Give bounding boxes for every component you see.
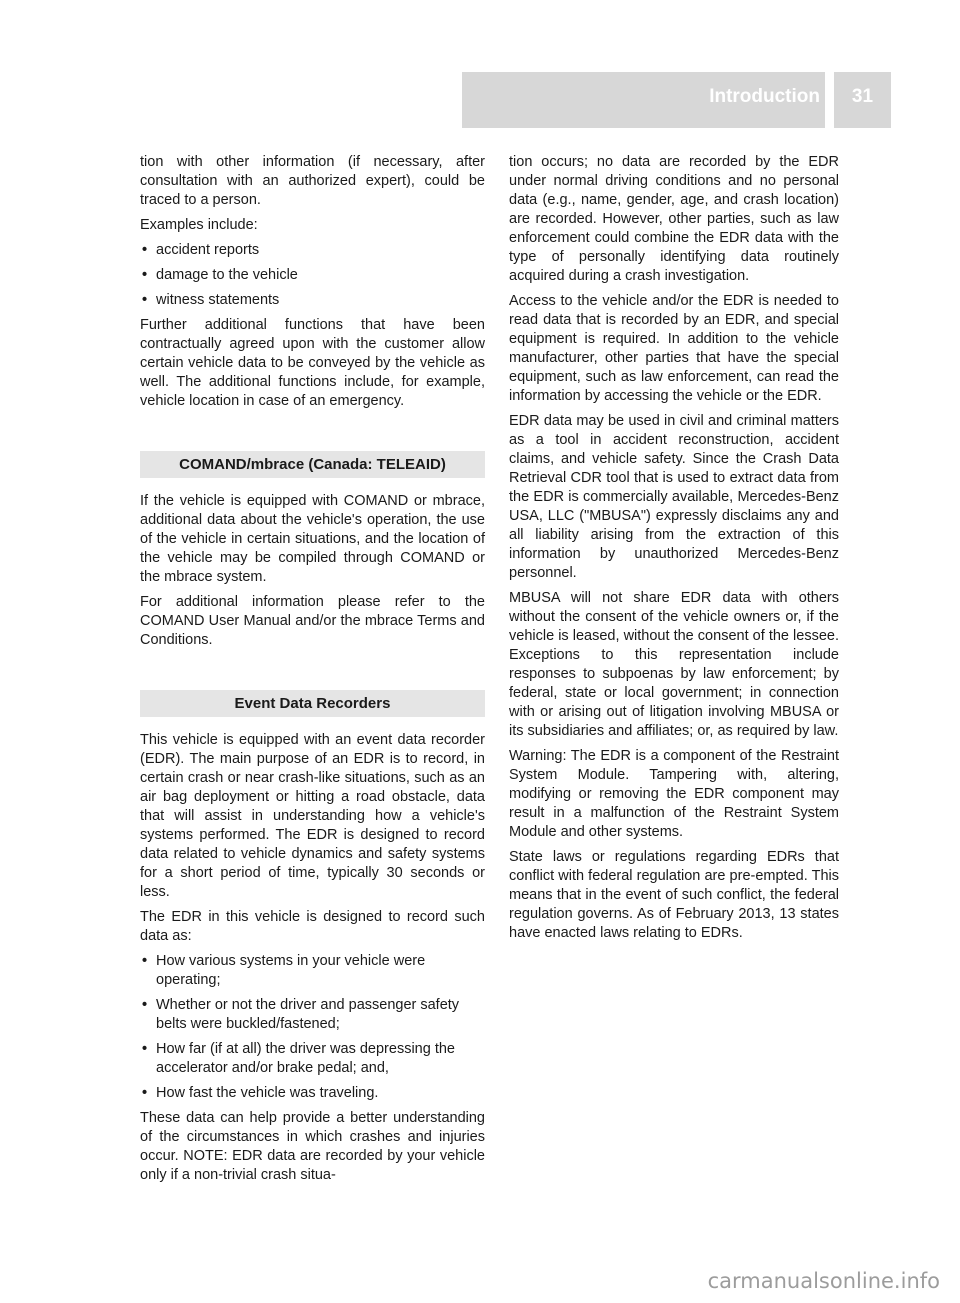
paragraph: Access to the vehicle and/or the EDR is needed to read data that is recorded by an EDR, and special equipment is required. In addition to the vehicle manufacturer, other parties that have the special equipment, such as law enforcement, can read the information by accessing the vehicle or the EDR. <box>509 293 839 404</box>
left-column <box>140 153 485 1191</box>
list-item: • damage to the vehicle <box>140 266 485 285</box>
paragraph: tion occurs; no data are recorded by the EDR under normal driving conditions and no personal data (e.g., name, gender, age, and crash location) are recorded. However, other parties, such as law enforcement could combine the EDR data with the type of personally identifying data routinely acquired during a crash investigation. <box>509 154 839 284</box>
page-number: 31 <box>851 86 874 107</box>
watermark: carmanualsonline.info <box>707 1269 940 1293</box>
paragraph: EDR data may be used in civil and criminal matters as a tool in accident reconstruction, accident claims, and vehicle safety. Since the Crash Data Retrieval CDR tool that is used to extract data from the EDR is commercially available, Mercedes-Benz USA, LLC ("MBUSA") expressly disclaims any and all liability arising from the extraction of this information by unauthorized Mercedes-Benz personnel. <box>509 413 839 581</box>
paragraph: The EDR in this vehicle is designed to record such data as: <box>140 909 485 944</box>
edr-data-list <box>140 952 485 1103</box>
paragraph: This vehicle is equipped with an event data recorder (EDR). The main purpose of an EDR is to record, in certain crash or near crash-like situations, such as an air bag deployment or hitting a road obstacle, data that will assist in understanding how a vehicle's systems performed. The EDR is designed to record data related to vehicle dynamics and safety systems for a short period of time, typically 30 seconds or less. <box>140 732 485 900</box>
paragraph: Examples include: <box>140 217 258 233</box>
paragraph: State laws or regulations regarding EDRs that conflict with federal regulation are pre-empted. This means that in the event of such conflict, the federal regulation governs. As of February 2013, 13 states have enacted laws relating to EDRs. <box>509 849 839 941</box>
examples-list <box>140 241 485 310</box>
section-heading-comand: COMAND/mbrace (Canada: TELEAID) <box>140 451 485 478</box>
right-column <box>509 153 839 949</box>
paragraph: tion with other information (if necessary, after consultation with an authorized expert), could be traced to a person. <box>140 154 485 208</box>
page-title: Introduction <box>709 86 820 107</box>
paragraph: These data can help provide a better understanding of the circumstances in which crashes and injuries occur. NOTE: EDR data are recorded by your vehicle only if a non-trivial crash situa- <box>140 1110 485 1183</box>
list-item: • witness statements <box>140 291 485 310</box>
list-item: • How fast the vehicle was traveling. <box>140 1084 485 1103</box>
paragraph: For additional information please refer to the COMAND User Manual and/or the mbrace Terms and Conditions. <box>140 594 485 648</box>
paragraph: If the vehicle is equipped with COMAND or mbrace, additional data about the vehicle's operation, the use of the vehicle in certain situations, and the location of the vehicle may be compiled through COMAND or the mbrace system. <box>140 493 485 585</box>
list-item: • How various systems in your vehicle were operating; <box>140 952 485 990</box>
list-item: • Whether or not the driver and passenger safety belts were buckled/fastened; <box>140 996 485 1034</box>
list-item: • How far (if at all) the driver was depressing the accelerator and/or brake pedal; and, <box>140 1040 485 1078</box>
paragraph: MBUSA will not share EDR data with others without the consent of the vehicle owners or, if the vehicle is leased, without the consent of the lessee. Exceptions to this representation include responses to subpoenas by law enforcement; by federal, state or local government; in connection with or arising out of litigation involving MBUSA or its subsidiaries and affiliates; or, as required by law. <box>509 590 839 739</box>
list-item: • accident reports <box>140 241 485 260</box>
section-heading-edr: Event Data Recorders <box>140 690 485 717</box>
paragraph: Warning: The EDR is a component of the Restraint System Module. Tampering with, altering, modifying or removing the EDR component may result in a malfunction of the Restraint System Module and other systems. <box>509 748 839 840</box>
paragraph: Further additional functions that have been contractually agreed upon with the customer allow certain vehicle data to be conveyed by the vehicle as well. The additional functions include, for example, vehicle location in case of an emergency. <box>140 317 485 409</box>
